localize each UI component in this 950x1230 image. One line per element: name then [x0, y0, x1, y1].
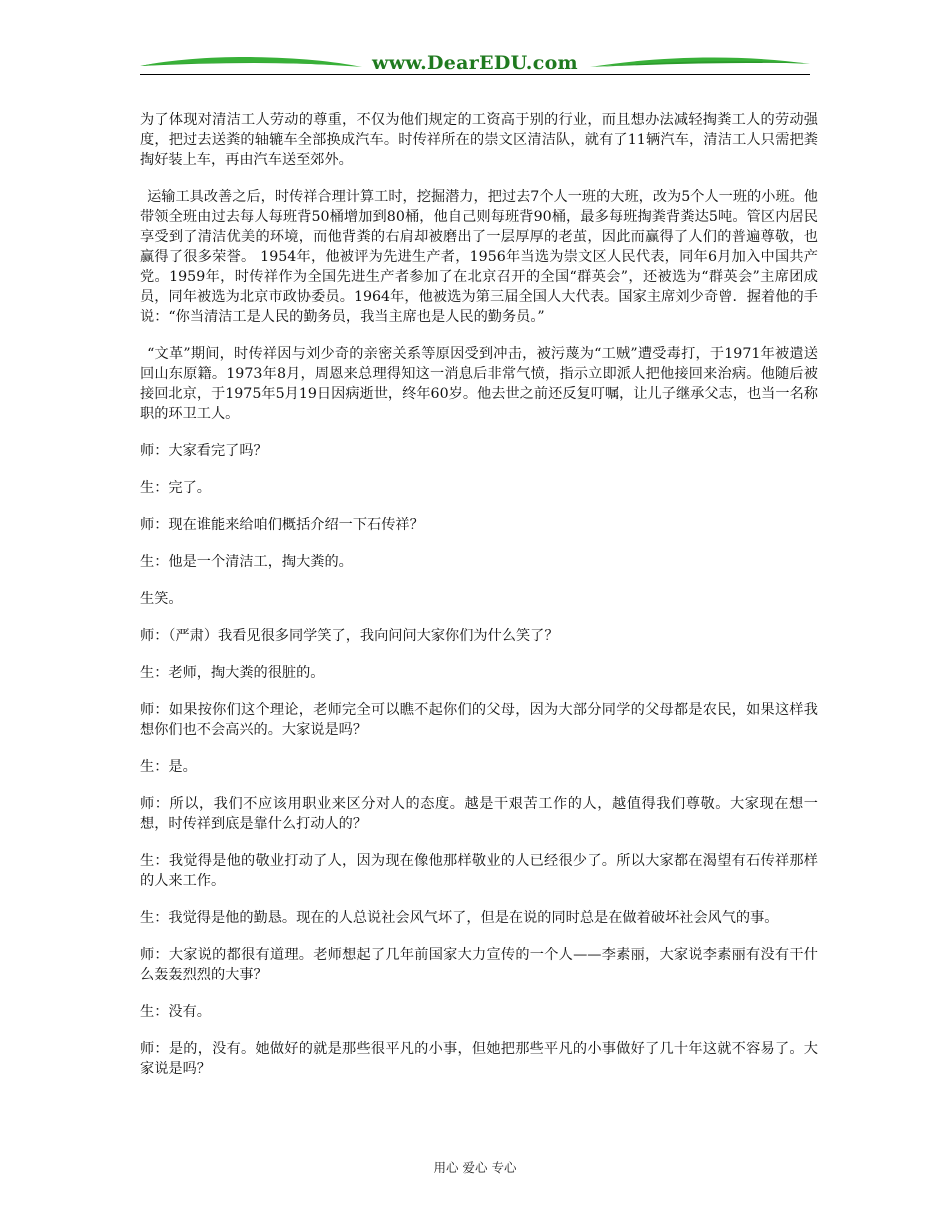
paragraph: 为了体现对清洁工人劳动的尊重，不仅为他们规定的工资高于别的行业，而且想办法减轻掏粪工人的劳动强度，把过去送粪的轴辘车全部换成汽车。时传祥所在的崇文区清洁队，就有了11辆汽车，清洁工人只需把粪掏好装上车，再由汽车送至郊外。 [140, 112, 818, 168]
dialogue-line: 生笑。 [140, 591, 183, 607]
header-divider [140, 74, 810, 75]
dialogue-line: 生：我觉得是他的勤恳。现在的人总说社会风气坏了，但是在说的同时总是在做着破坏社会风气的事。 [140, 910, 779, 926]
dialogue-line: 生：没有。 [140, 1004, 211, 1020]
dialogue-line: 生：完了。 [140, 480, 211, 496]
dialogue-line: 师：（严肃）我看见很多同学笑了，我向问问大家你们为什么笑了？ [140, 628, 559, 644]
dialogue-line: 师：是的，没有。她做好的就是那些很平凡的小事，但她把那些平凡的小事做好了几十年这就不容易了。大家说是吗？ [140, 1041, 818, 1077]
dialogue-line: 生：老师，掏大粪的很脏的。 [140, 665, 325, 681]
dialogue-line: 师：现在谁能来给咱们概括介绍一下石传祥？ [140, 517, 424, 533]
header-banner [140, 48, 810, 76]
dialogue-line: 生：他是一个清洁工，掏大粪的。 [140, 554, 353, 570]
dialogue-line: 师：大家看完了吗？ [140, 443, 268, 459]
site-logo-text: www.DearEDU.com [372, 52, 578, 74]
dialogue-line: 师：如果按你们这个理论，老师完全可以瞧不起你们的父母，因为大部分同学的父母都是农民，如果这样我想你们也不会高兴的。大家说是吗？ [140, 702, 818, 738]
document-body [140, 110, 818, 1096]
dialogue-line: 生：我觉得是他的敬业打动了人，因为现在像他那样敬业的人已经很少了。所以大家都在渴望有石传祥那样的人来工作。 [140, 853, 818, 889]
paragraph: “文革”期间，时传祥因与刘少奇的亲密关系等原因受到冲击，被污蔑为“工贼”遭受毒打，于1971年被遣送回山东原籍。1973年8月，周恩来总理得知这一消息后非常气愤，指示立即派人把他接回来治病。他随后被接回北京，于1975年5月19日因病逝世，终年60岁。他去世之前还反复叮嘱，让儿子继承父志，也当一名称职的环卫工人。 [140, 346, 818, 422]
dialogue-line: 生：是。 [140, 759, 197, 775]
paragraph: 运输工具改善之后，时传祥合理计算工时，挖掘潜力，把过去7个人一班的大班，改为5个人一班的小班。他带领全班由过去每人每班背50桶增加到80桶，他自己则每班背90桶，最多每班掏粪背粪达5吨。管区内居民享受到了清洁优美的环境，而他背粪的右肩却被磨出了一层厚厚的老茧，因此而赢得了人们的普遍尊敬，也赢得了很多荣誉。 1954年，他被评为先进生产者，1956年当选为崇文区人民代表，同年6月加入中国共产党。1959年，时传祥作为全国先进生产者参加了在北京召开的全国“群英会”，还被选为“群英会”主席团成员，同年被选为北京市政协委员。1964年，他被选为第三届全国人大代表。国家主席刘少奇曾．握着他的手说：“你当清洁工是人民的勤务员，我当主席也是人民的勤务员。” [140, 189, 818, 325]
dialogue-line: 师：所以，我们不应该用职业来区分对人的态度。越是干艰苦工作的人，越值得我们尊敬。大家现在想一想，时传祥到底是靠什么打动人的？ [140, 796, 818, 832]
dialogue-line: 师：大家说的都很有道理。老师想起了几年前国家大力宣传的一个人——李素丽，大家说李素丽有没有干什么轰轰烈烈的大事？ [140, 947, 818, 983]
page-footer: 用心 爱心 专心 [433, 1160, 517, 1175]
